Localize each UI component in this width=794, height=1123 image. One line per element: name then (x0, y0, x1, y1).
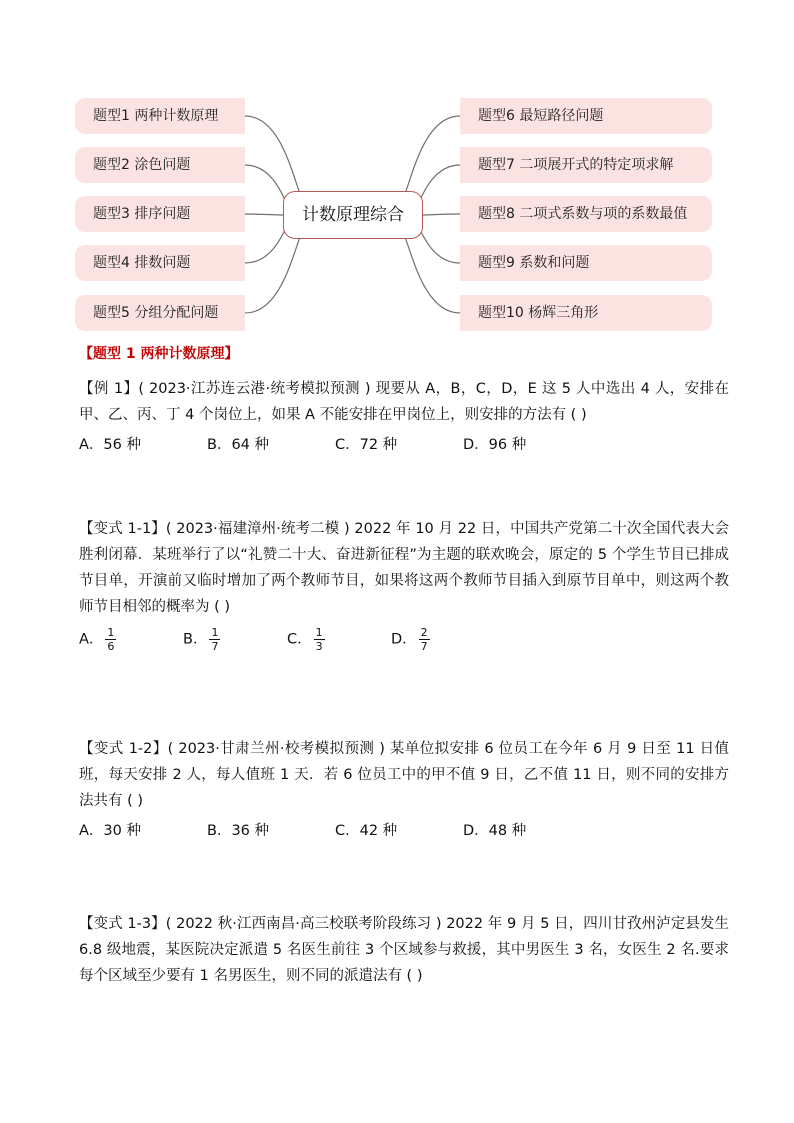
fraction-denominator: 3 (315, 640, 323, 653)
connector-right-5 (400, 226, 460, 313)
connector-right-3 (423, 214, 460, 215)
option-a (79, 626, 183, 653)
mind-map-center: 计数原理综合 (283, 191, 423, 239)
problem-text: 【变式 1-3】( 2022 秋·江西南昌·高三校联考阶段练习 ) 2022 年 9 月 5 日，四川甘孜州泸定县发生 6.8 级地震，某医院决定派遣 5 名医生前往 3 个区域参与救援，其中男医生 3 名，女医生 2 名.要求每个区域至少要有 1 名男医生，则不同的派遣法有 ( ) (79, 916, 729, 984)
problem-variant-1-3 (79, 911, 729, 989)
answer-options (79, 818, 729, 844)
section-title: 【题型 1 两种计数原理】 (79, 346, 239, 362)
topic-tag-3: 题型3 排序问题 (75, 196, 245, 232)
topic-tag-1: 题型1 两种计数原理 (75, 98, 245, 134)
problem-variant-1-2 (79, 736, 729, 844)
fraction-numerator: 1 (211, 626, 219, 639)
topic-tag-9: 题型9 系数和问题 (460, 245, 712, 281)
option-letter: B． (183, 631, 208, 648)
topic-tag-10: 题型10 杨辉三角形 (460, 295, 712, 331)
option-a: A．56 种 (79, 437, 141, 453)
topic-tag-7: 题型7 二项展开式的特定项求解 (460, 147, 712, 183)
fraction-numerator: 1 (315, 626, 323, 639)
connector-left-5 (245, 226, 305, 313)
topic-tag-5: 题型5 分组分配问题 (75, 295, 245, 331)
answer-options (79, 626, 729, 653)
option-a: A．30 种 (79, 823, 141, 839)
option-letter: C． (287, 631, 312, 648)
topic-tag-8: 题型8 二项式系数与项的系数最值 (460, 196, 712, 232)
problem-example-1 (79, 376, 729, 458)
option-b (183, 626, 287, 653)
topic-tag-4: 题型4 排数问题 (75, 245, 245, 281)
mind-map (0, 0, 794, 340)
option-b: B．64 种 (207, 437, 270, 453)
option-b: B．36 种 (207, 823, 270, 839)
topic-tag-2: 题型2 涂色问题 (75, 147, 245, 183)
option-c: C．72 种 (335, 437, 398, 453)
fraction-denominator: 7 (211, 640, 219, 653)
option-c: C．42 种 (335, 823, 398, 839)
fraction-numerator: 2 (420, 626, 428, 639)
option-letter: A． (79, 631, 104, 648)
option-d (391, 626, 430, 653)
problem-text: 【变式 1-1】( 2023·福建漳州·统考二模 ) 2022 年 10 月 22 日，中国共产党第二十次全国代表大会胜利闭幕．某班举行了以“礼赞二十大、奋进新征程”为主题的联欢晚会，原定的 5 个学生节目已排成节目单，开演前又临时增加了两个教师节目，如果将这两个教师节目插入到原节目单中，则这两个教师节目相邻的概率为 ( ) (79, 521, 729, 615)
connector-left-3 (245, 214, 283, 215)
option-d: D．48 种 (463, 823, 527, 839)
fraction-numerator: 1 (107, 626, 115, 639)
problem-variant-1-1 (79, 516, 729, 653)
fraction (209, 626, 220, 653)
option-letter: D． (391, 631, 417, 648)
fraction (314, 626, 325, 653)
fraction-denominator: 7 (420, 640, 428, 653)
option-c (287, 626, 391, 653)
fraction-denominator: 6 (107, 640, 115, 653)
option-d: D．96 种 (463, 437, 527, 453)
fraction (105, 626, 116, 653)
problem-text: 【变式 1-2】( 2023·甘肃兰州·校考模拟预测 ) 某单位拟安排 6 位员工在今年 6 月 9 日至 11 日值班，每天安排 2 人，每人值班 1 天．若 6 位员工中的甲不值 9 日，乙不值 11 日，则不同的安排方法共有 ( ) (79, 741, 729, 809)
answer-options (79, 432, 729, 458)
fraction (419, 626, 430, 653)
topic-tag-6: 题型6 最短路径问题 (460, 98, 712, 134)
problem-text: 【例 1】( 2023·江苏连云港·统考模拟预测 ) 现要从 A，B，C，D，E 这 5 人中选出 4 人，安排在甲、乙、丙、丁 4 个岗位上，如果 A 不能安排在甲岗位上，则安排的方法有 ( ) (79, 381, 729, 423)
